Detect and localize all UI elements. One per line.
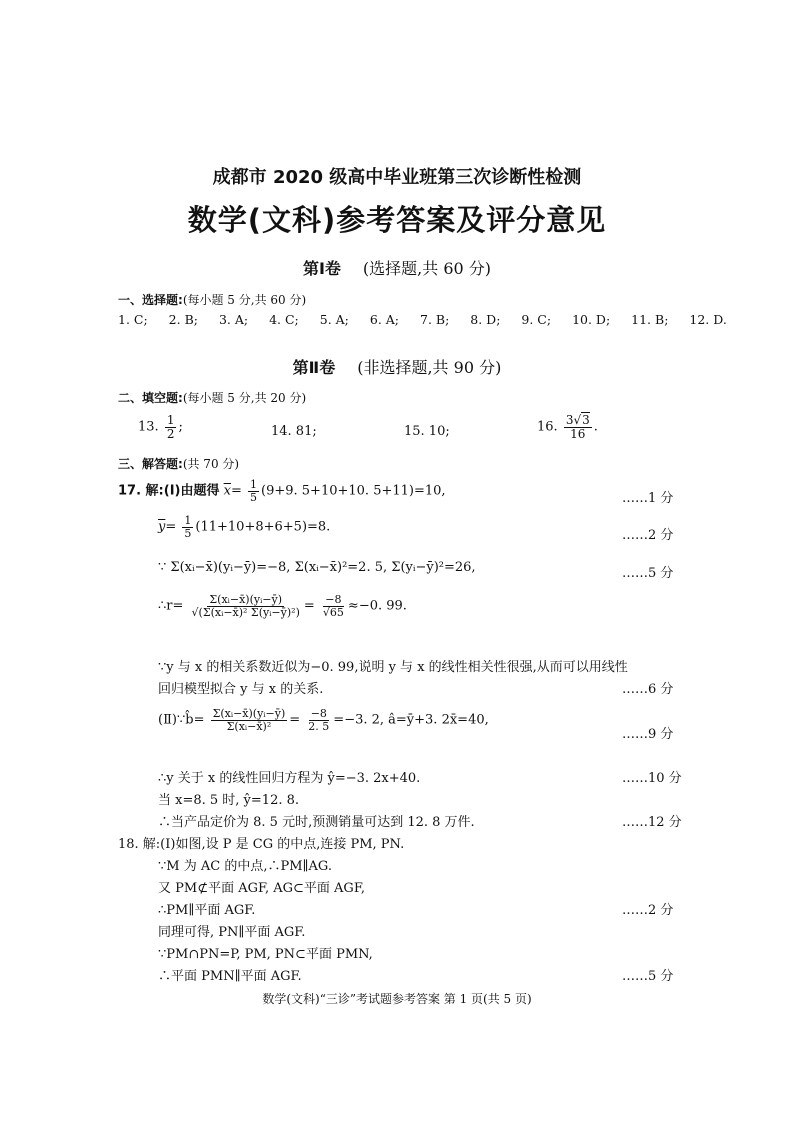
answer-12: 12. D. — [689, 312, 727, 327]
exam-title: 成都市 2020 级高中毕业班第三次诊断性检测 — [212, 167, 582, 188]
q17-line-7: (Ⅱ)∵b̂= $\frac{\text{Σ(xᵢ−x̄)(yᵢ−ȳ)}}{\text{Σ(xᵢ−x̄)²}}$ = $\frac{-8}{2. 5}$ =−3. 2, â=ȳ+3. 2x̄=40, — [158, 707, 489, 733]
q17-line-8: ∴y 关于 x 的线性回归方程为 ŷ=−3. 2x+40. — [158, 771, 421, 786]
q17-score-10: ……12 分 — [622, 815, 682, 830]
choice-section-heading — [118, 291, 306, 308]
fill-heading: 二、填空题: — [118, 391, 183, 405]
q17-score-2: ……2 分 — [622, 528, 674, 543]
answer-8: 8. D; — [470, 312, 501, 327]
q17-line-1: 17. 解:(Ⅰ)由题得 $\overline{x}=$ $\frac{1}{5}$ (9+9. 5+10+10. 5+11)=10, — [118, 478, 446, 504]
q18-line-1: 18. 解:(Ⅰ)如图,设 P 是 CG 的中点,连接 PM, PN. — [118, 837, 405, 852]
choice-answers — [118, 312, 727, 327]
answer-1: 1. C; — [118, 312, 148, 327]
q17-line-9: 当 x=8. 5 时, ŷ=12. 8. — [158, 793, 300, 808]
answer-10: 10. D; — [572, 312, 611, 327]
solve-note: (共 70 分) — [182, 457, 240, 471]
q17-line-4: ∴r= $\frac{\text{Σ(xᵢ−x̄)(yᵢ−ȳ)}}{\text{√(Σ(xᵢ−x̄)² Σ(yᵢ−ȳ)²)}}$ = $\frac{-8}{√65}$ ≈−0. 99. — [158, 593, 407, 619]
q17-score-1: ……1 分 — [622, 491, 674, 506]
fill-answer-13: 13. $\frac{1}{2}$ ; — [138, 413, 183, 441]
q17-line-10: ∴当产品定价为 8. 5 元时,预测销量可达到 12. 8 万件. — [158, 815, 475, 830]
q18-line-7: ∴平面 PMN∥平面 AGF. — [158, 969, 302, 984]
q17-line-5: ∵y 与 x 的相关系数近似为−0. 99,说明 y 与 x 的线性相关性很强,从而可以用线性 — [158, 660, 628, 675]
page-title: 数学(文科)参考答案及评分意见 — [187, 203, 607, 237]
answer-3: 3. A; — [218, 312, 249, 327]
choice-note: (每小题 5 分,共 60 分) — [182, 293, 307, 307]
fill-answer-16: 16. $\frac{3√3}{16}$ . — [537, 413, 598, 441]
q17-line-2: $\overline{y}=$ $\frac{1}{5}$ (11+10+8+6+5)=8. — [158, 514, 331, 540]
answer-5: 5. A; — [319, 312, 349, 327]
choice-heading: 一、选择题: — [118, 293, 183, 307]
q18-line-3: 又 PM⊄平面 AGF, AG⊂平面 AGF, — [158, 881, 365, 896]
part1-heading — [0, 256, 794, 279]
fill-section-heading — [118, 389, 306, 406]
q17-line-6: 回归模型拟合 y 与 x 的关系. — [158, 682, 324, 697]
part2-heading — [0, 355, 794, 378]
q18-line-5: 同理可得, PN∥平面 AGF. — [158, 925, 306, 940]
answer-9: 9. C; — [521, 312, 552, 327]
solve-section-heading — [118, 455, 239, 472]
part1-label: 第Ⅰ卷 — [302, 259, 341, 278]
part2-label: 第Ⅱ卷 — [292, 358, 336, 377]
answer-11: 11. B; — [631, 312, 669, 327]
q17-score-8: ……10 分 — [622, 771, 682, 786]
answer-6: 6. A; — [369, 312, 400, 327]
q18-line-6: ∵PM∩PN=P, PM, PN⊂平面 PMN, — [158, 947, 373, 962]
fill-answer-15: 15. 10; — [404, 424, 450, 439]
part2-desc: (非选择题,共 90 分) — [357, 358, 502, 377]
part1-desc: (选择题,共 60 分) — [362, 259, 492, 278]
fill-answer-14: 14. 81; — [271, 424, 317, 439]
q17-score-3: ……5 分 — [622, 566, 674, 581]
answer-4: 4. C; — [269, 312, 299, 327]
page-footer: 数学(文科)“三诊”考试题参考答案 第 1 页(共 5 页) — [262, 992, 532, 1006]
q17-score-7: ……9 分 — [622, 727, 674, 742]
q17-score-6: ……6 分 — [622, 682, 674, 697]
fill-note: (每小题 5 分,共 20 分) — [182, 391, 307, 405]
answer-7: 7. B; — [420, 312, 450, 327]
q17-line-3: ∵ Σ(xᵢ−x̄)(yᵢ−ȳ)=−8, Σ(xᵢ−x̄)²=2. 5, Σ(yᵢ−ȳ)²=26, — [158, 560, 476, 575]
answer-2: 2. B; — [168, 312, 198, 327]
q18-score-7: ……5 分 — [622, 969, 674, 984]
q18-line-2: ∵M 为 AC 的中点,∴PM∥AG. — [158, 859, 332, 874]
solve-heading: 三、解答题: — [118, 457, 183, 471]
q18-score-4: ……2 分 — [622, 903, 674, 918]
q18-line-4: ∴PM∥平面 AGF. — [158, 903, 256, 918]
